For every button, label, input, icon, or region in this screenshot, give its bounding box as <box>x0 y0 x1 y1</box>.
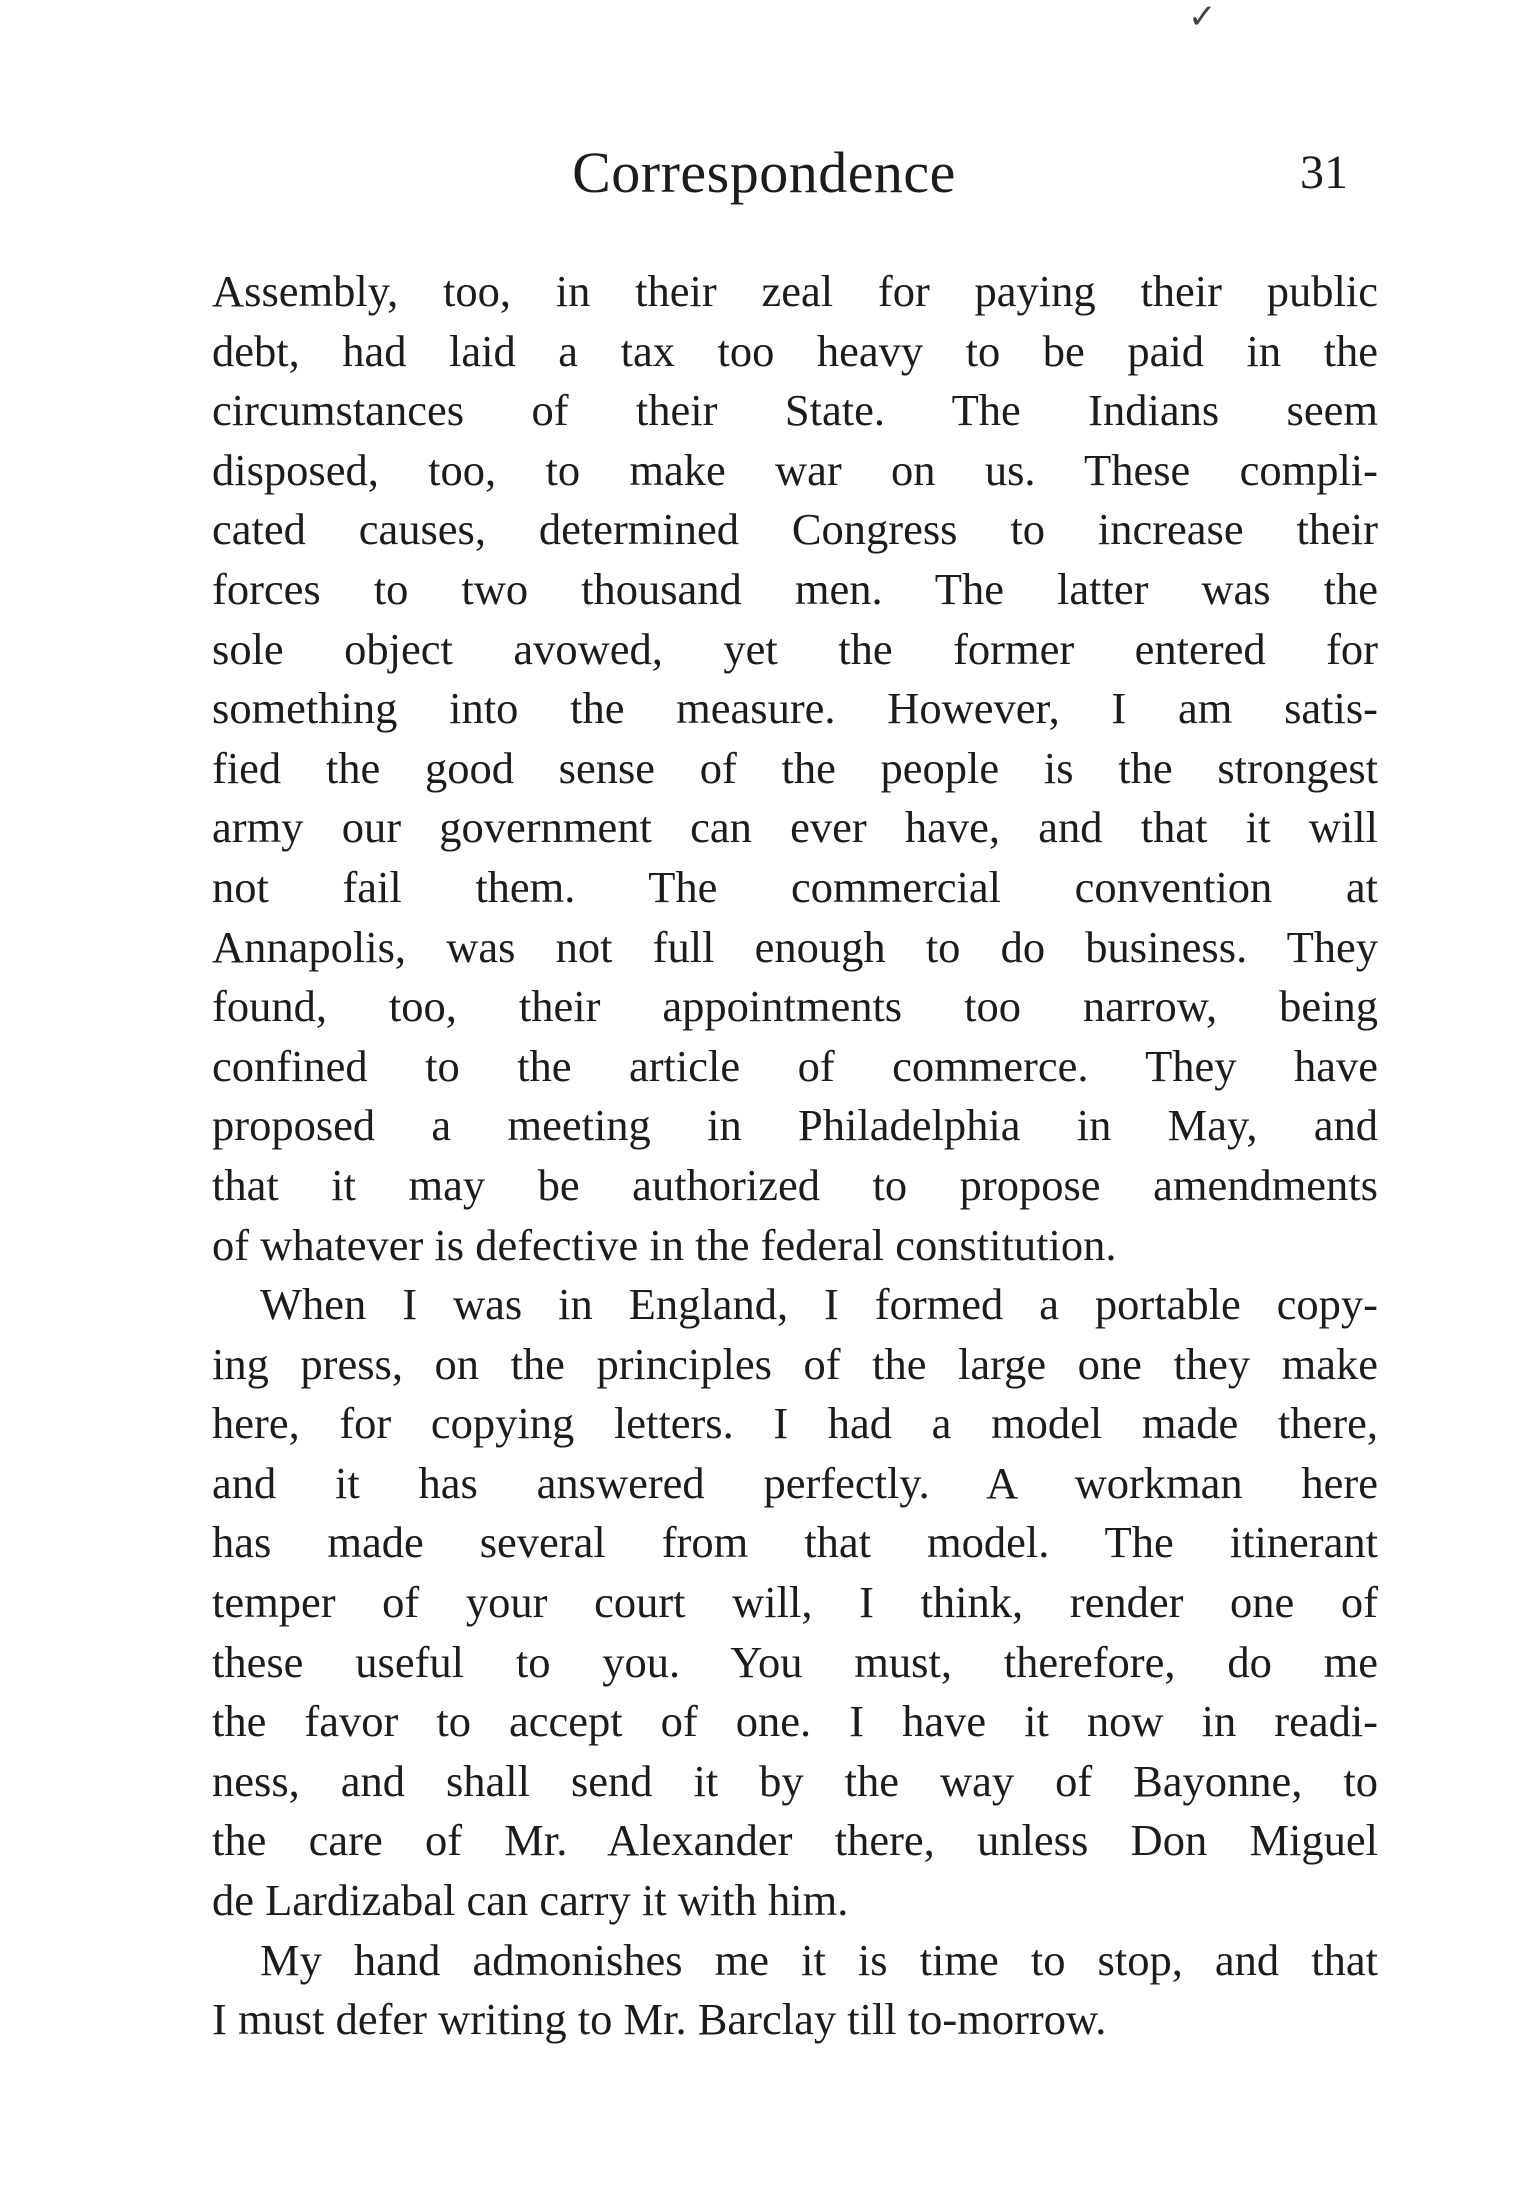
text-line: proposed a meeting in Philadelphia in May, and <box>212 1100 1378 1151</box>
text-line: ing press, on the principles of the large one they make <box>212 1338 1378 1389</box>
text-line: the favor to accept of one. I have it now in readi- <box>212 1696 1378 1747</box>
text-line: ness, and shall send it by the way of Bayonne, to <box>212 1755 1378 1806</box>
text-line: forces to two thousand men. The latter was the <box>212 563 1378 614</box>
text-line: sole object avowed, yet the former entered for <box>212 623 1378 674</box>
text-line: Annapolis, was not full enough to do business. They <box>212 921 1378 972</box>
text-line: not fail them. The commercial convention at <box>212 861 1378 912</box>
text-line: confined to the article of commerce. They have <box>212 1040 1378 1091</box>
text-line: Assembly, too, in their zeal for paying their public <box>212 266 1378 316</box>
handwritten-check-mark: ✓ <box>1188 0 1217 37</box>
text-line: de Lardizabal can carry it with him. <box>212 1875 849 1926</box>
body-text <box>212 262 1378 2050</box>
text-line: I must defer writing to Mr. Barclay till to-morrow. <box>212 1994 1107 2045</box>
text-line: disposed, too, to make war on us. These compli- <box>212 444 1378 495</box>
text-line: My hand admonishes me it is time to stop, and that <box>260 1934 1378 1985</box>
text-line: that it may be authorized to propose amendments <box>212 1159 1378 1210</box>
text-line: and it has answered perfectly. A workman here <box>212 1457 1378 1508</box>
text-line: cated causes, determined Congress to increase their <box>212 504 1378 555</box>
running-title: Correspondence <box>572 140 956 205</box>
text-line: of whatever is defective in the federal constitution. <box>212 1219 1117 1270</box>
text-line: circumstances of their State. The Indians seem <box>212 385 1378 436</box>
running-head <box>0 138 1528 208</box>
text-line: the care of Mr. Alexander there, unless Don Miguel <box>212 1815 1378 1866</box>
text-line: army our government can ever have, and that it will <box>212 802 1378 853</box>
text-line: temper of your court will, I think, render one of <box>212 1577 1378 1628</box>
text-line: here, for copying letters. I had a model made there, <box>212 1398 1378 1449</box>
text-line: debt, had laid a tax too heavy to be paid in the <box>212 325 1378 376</box>
page-number: 31 <box>1300 146 1348 199</box>
text-line: fied the good sense of the people is the strongest <box>212 742 1378 793</box>
text-line: has made several from that model. The itinerant <box>212 1517 1378 1568</box>
text-line: found, too, their appointments too narrow, being <box>212 981 1378 1032</box>
text-line: these useful to you. You must, therefore, do me <box>212 1636 1378 1687</box>
text-line: When I was in England, I formed a portable copy- <box>260 1279 1378 1330</box>
text-line: something into the measure. However, I am satis- <box>212 683 1378 734</box>
